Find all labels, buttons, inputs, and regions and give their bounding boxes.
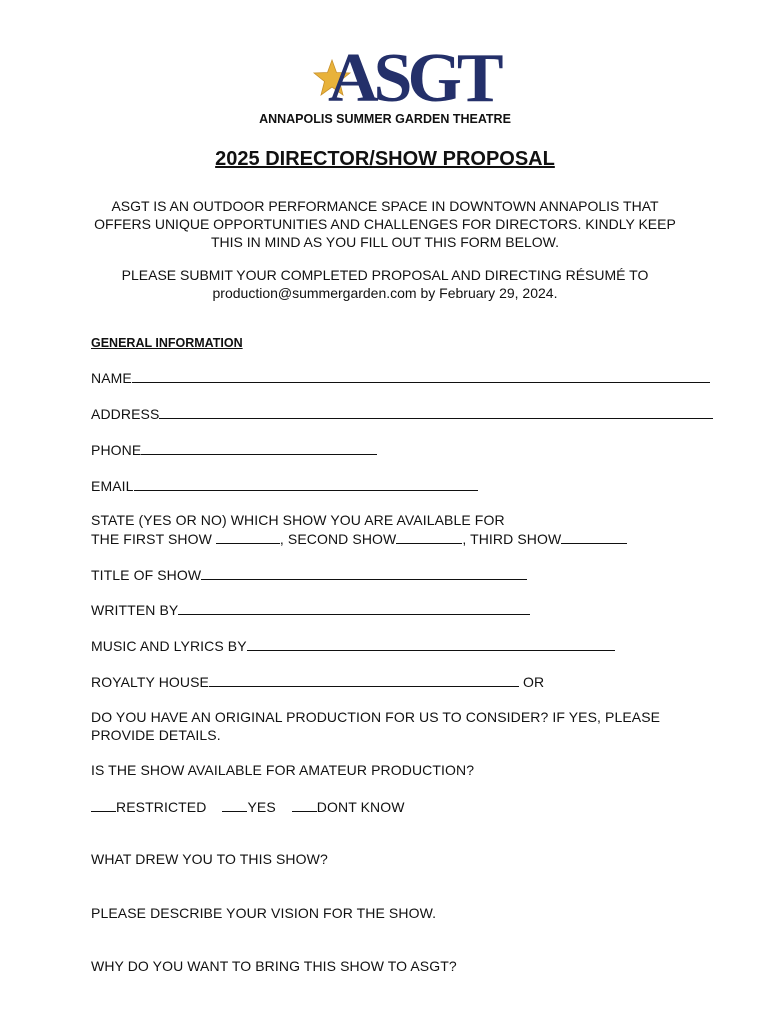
section-heading-general: GENERAL INFORMATION: [91, 336, 243, 350]
second-show-input-line[interactable]: [396, 530, 462, 544]
amateur-question: IS THE SHOW AVAILABLE FOR AMATEUR PRODUCTION?: [91, 762, 475, 778]
availability-row: [91, 530, 627, 547]
royalty-house-row: [91, 673, 544, 690]
asgt-logo: [312, 40, 502, 117]
restricted-option-label: RESTRICTED: [116, 799, 207, 815]
page-title: 2025 DIRECTOR/SHOW PROPOSAL: [215, 148, 555, 170]
phone-label: PHONE: [91, 442, 142, 458]
written-by-row: [91, 601, 530, 618]
title-of-show-label: TITLE OF SHOW: [91, 567, 202, 583]
email-row: [91, 477, 478, 494]
third-show-input-line[interactable]: [561, 530, 627, 544]
name-input-line[interactable]: [132, 369, 710, 383]
drew-you-question: WHAT DREW YOU TO THIS SHOW?: [91, 851, 328, 867]
written-by-label: WRITTEN BY: [91, 602, 179, 618]
submit-line-2: production@summergarden.com by February 29, 2024.: [212, 285, 558, 301]
original-production-line-1: DO YOU HAVE AN ORIGINAL PRODUCTION FOR US TO CONSIDER? IF YES, PLEASE: [91, 709, 661, 725]
address-label: ADDRESS: [91, 406, 160, 422]
amateur-options-row: [91, 798, 405, 815]
intro-line-3: THIS IN MIND AS YOU FILL OUT THIS FORM BELOW.: [211, 234, 559, 250]
phone-row: [91, 441, 377, 458]
title-of-show-input-line[interactable]: [201, 566, 527, 580]
intro-line-1: ASGT IS AN OUTDOOR PERFORMANCE SPACE IN DOWNTOWN ANNAPOLIS THAT: [111, 198, 659, 214]
org-name: ANNAPOLIS SUMMER GARDEN THEATRE: [259, 112, 511, 126]
name-row: [91, 369, 710, 386]
address-input-line[interactable]: [159, 405, 713, 419]
music-lyrics-row: [91, 637, 615, 654]
email-input-line[interactable]: [134, 477, 478, 491]
dont-know-checkbox-line[interactable]: [292, 798, 317, 812]
royalty-or-label: OR: [519, 674, 545, 690]
second-show-label: , SECOND SHOW: [279, 531, 397, 547]
yes-option-label: YES: [247, 799, 276, 815]
yes-checkbox-line[interactable]: [222, 798, 247, 812]
email-label: EMAIL: [91, 478, 134, 494]
availability-question: STATE (YES OR NO) WHICH SHOW YOU ARE AVAILABLE FOR: [91, 512, 505, 528]
title-of-show-row: [91, 566, 527, 583]
vision-question: PLEASE DESCRIBE YOUR VISION FOR THE SHOW.: [91, 905, 437, 921]
dont-know-option-label: DONT KNOW: [316, 799, 405, 815]
royalty-house-input-line[interactable]: [209, 673, 519, 687]
name-label: NAME: [91, 370, 132, 386]
first-show-input-line[interactable]: [216, 530, 280, 544]
intro-line-2: OFFERS UNIQUE OPPORTUNITIES AND CHALLENGES FOR DIRECTORS. KINDLY KEEP: [94, 216, 676, 232]
restricted-checkbox-line[interactable]: [91, 798, 116, 812]
written-by-input-line[interactable]: [178, 601, 530, 615]
music-lyrics-input-line[interactable]: [247, 637, 615, 651]
address-row: [91, 405, 713, 422]
why-asgt-question: WHY DO YOU WANT TO BRING THIS SHOW TO ASGT?: [91, 958, 457, 974]
music-lyrics-label: MUSIC AND LYRICS BY: [91, 638, 247, 654]
phone-input-line[interactable]: [141, 441, 377, 455]
royalty-house-label: ROYALTY HOUSE: [91, 674, 209, 690]
first-show-label: THE FIRST SHOW: [91, 531, 212, 547]
third-show-label: , THIRD SHOW: [462, 531, 562, 547]
original-production-line-2: PROVIDE DETAILS.: [91, 727, 221, 743]
submit-line-1: PLEASE SUBMIT YOUR COMPLETED PROPOSAL AND DIRECTING RÉSUMÉ TO: [121, 267, 649, 283]
logo-wordmark: ASGT: [328, 40, 499, 117]
